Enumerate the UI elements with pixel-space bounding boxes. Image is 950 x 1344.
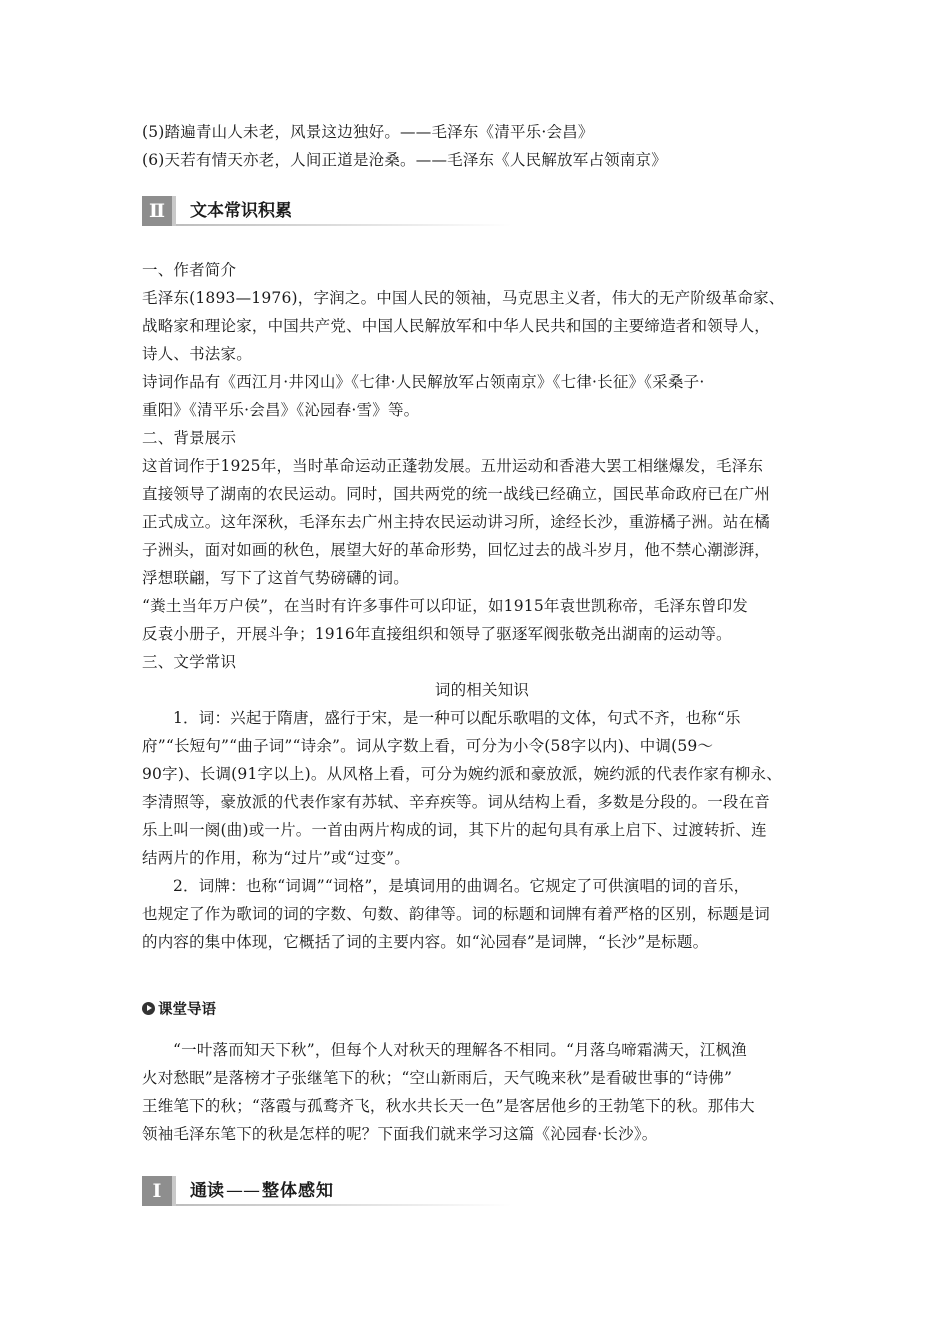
paragraph-line: 战略家和理论家，中国共产党、中国人民解放军和中华人民共和国的主要缔造者和领导人，: [142, 317, 771, 335]
paragraph-line: 直接领导了湖南的农民运动。同时，国共两党的统一战线已经确立，国民革命政府已在广州: [142, 485, 771, 503]
paragraph-line: 乐上叫一阕(曲)或一片。一首由两片构成的词，其下片的起句具有承上启下、过渡转折、连: [142, 821, 767, 839]
paragraph-line: 诗人、书法家。: [142, 345, 252, 363]
background-heading: 二、背景展示: [142, 429, 237, 447]
section-title-sub: 整体感知: [262, 1181, 334, 1201]
literature-heading: 三、文学常识: [142, 653, 237, 671]
play-circle-icon: [142, 1002, 155, 1015]
paragraph-line: 火对愁眠”是落榜才子张继笔下的秋；“空山新雨后，天气晚来秋”是看破世事的“诗佛”: [142, 1069, 733, 1087]
section-title-dash: ——: [226, 1181, 260, 1201]
paragraph-line: 反袁小册子，开展斗争；1916年直接组织和领导了驱逐军阀张敬尧出湖南的运动等。: [142, 625, 732, 643]
quote-line: (6)天若有情天亦老，人间正道是沧桑。——毛泽东《人民解放军占领南京》: [142, 151, 667, 169]
literature-subtitle: 词的相关知识: [434, 681, 530, 699]
section-header-2: [142, 196, 822, 226]
paragraph-line: 李清照等，豪放派的代表作家有苏轼、辛弃疾等。词从结构上看，多数是分段的。一段在音: [142, 793, 771, 811]
paragraph-line: 也规定了作为歌词的词的字数、句数、韵律等。词的标题和词牌有着严格的区别，标题是词: [142, 905, 771, 923]
section-title-main: 通读: [190, 1181, 224, 1201]
section-header-1: [142, 1176, 822, 1206]
section-title: [190, 1178, 334, 1204]
classroom-intro-label: 课堂导语: [158, 1002, 216, 1018]
paragraph-line: 子洲头，面对如画的秋色，展望大好的革命形势，回忆过去的战斗岁月，他不禁心潮澎湃，: [142, 541, 771, 559]
spacer: [142, 1024, 822, 1036]
classroom-intro-heading: [142, 996, 822, 1024]
paragraph-line: 府”“长短句”“曲子词”“诗余”。词从字数上看，可分为小令(58字以内)、中调(59～: [142, 737, 714, 755]
paragraph-line: 浮想联翩，写下了这首气势磅礴的词。: [142, 569, 409, 587]
section-title: 文本常识积累: [190, 201, 292, 221]
paragraph-line: “一叶落而知天下秋”，但每个人对秋天的理解各不相同。“月落乌啼霜满天，江枫渔: [173, 1041, 747, 1059]
paragraph-line: 这首词作于1925年，当时革命运动正蓬勃发展。五卅运动和香港大罢工相继爆发，毛泽东: [142, 457, 764, 475]
paragraph-line: 毛泽东(1893—1976)，字润之。中国人民的领袖，马克思主义者，伟大的无产阶级革命家、: [142, 289, 785, 307]
paragraph-line: 领袖毛泽东笔下的秋是怎样的呢？下面我们就来学习这篇《沁园春·长沙》。: [142, 1125, 658, 1143]
paragraph-line: 重阳》《清平乐·会昌》《沁园春·雪》等。: [142, 401, 420, 419]
paragraph-line: 正式成立。这年深秋，毛泽东去广州主持农民运动讲习所，途经长沙，重游橘子洲。站在橘: [142, 513, 771, 531]
paragraph-line: 1．词：兴起于隋唐，盛行于宋，是一种可以配乐歌唱的文体，句式不齐，也称“乐: [173, 709, 741, 727]
quote-line: (5)踏遍青山人未老，风景这边独好。——毛泽东《清平乐·会昌》: [142, 123, 594, 141]
paragraph-line: 王维笔下的秋；“落霞与孤鹜齐飞，秋水共长天一色”是客居他乡的王勃笔下的秋。那伟大: [142, 1097, 755, 1115]
section-rule: [176, 1204, 512, 1206]
paragraph-line: 诗词作品有《西江月·井冈山》《七律·人民解放军占领南京》《七律·长征》《采桑子·: [142, 373, 705, 391]
author-heading: 一、作者简介: [142, 261, 237, 279]
section-badge: Ⅱ: [142, 196, 172, 226]
badge-shadow: [172, 196, 176, 226]
section-rule: [176, 224, 512, 226]
paragraph-line: 2．词牌：也称“词调”“词格”，是填词用的曲调名。它规定了可供演唱的词的音乐，: [173, 877, 750, 895]
paragraph-line: “粪土当年万户侯”，在当时有许多事件可以印证，如1915年袁世凯称帝，毛泽东曾印发: [142, 597, 748, 615]
section-badge: Ⅰ: [142, 1176, 172, 1206]
paragraph-line: 的内容的集中体现，它概括了词的主要内容。如“沁园春”是词牌，“长沙”是标题。: [142, 933, 709, 951]
paragraph-line: 90字)、长调(91字以上)。从风格上看，可分为婉约派和豪放派，婉约派的代表作家有柳永、: [142, 765, 782, 783]
paragraph-line: 结两片的作用，称为“过片”或“过变”。: [142, 849, 410, 867]
badge-shadow: [172, 1176, 176, 1206]
document-page: [142, 118, 822, 1236]
